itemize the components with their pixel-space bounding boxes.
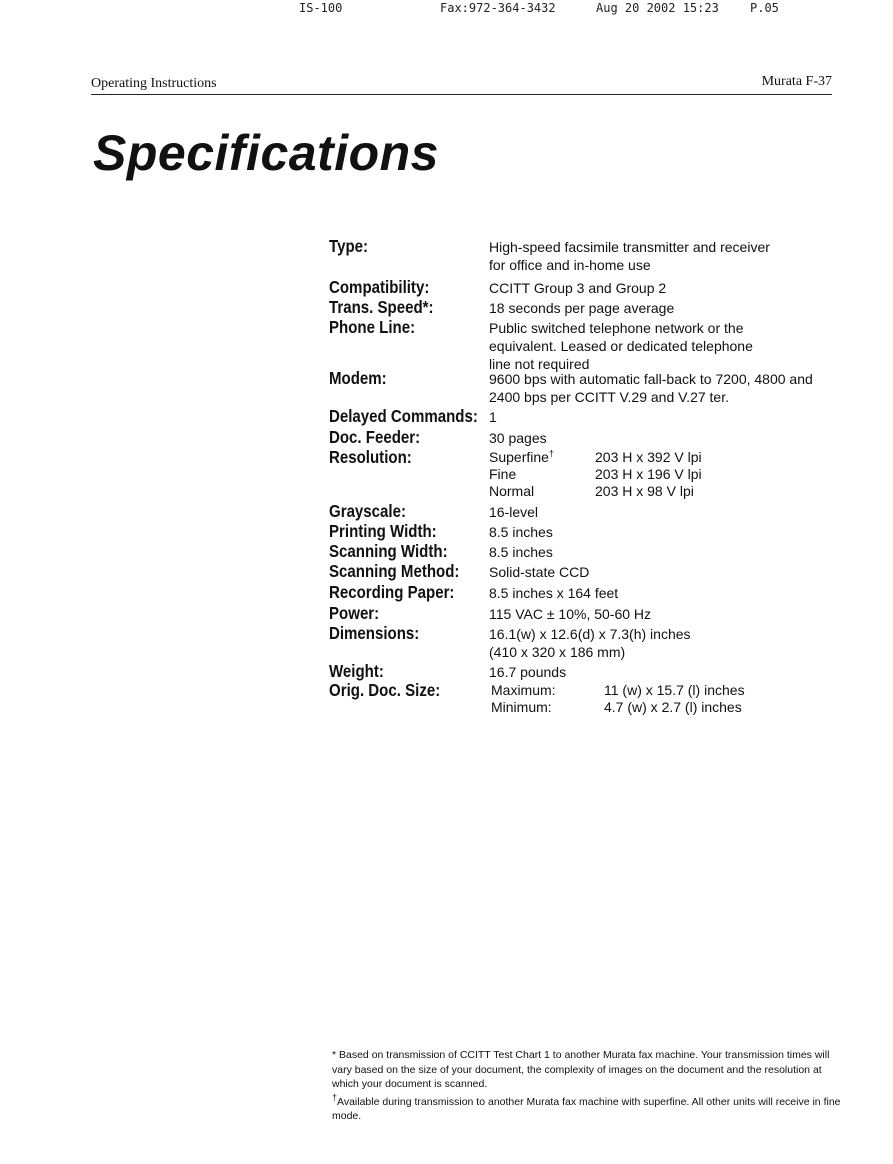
spec-row-recording-paper (329, 582, 859, 603)
spec-value-line: 16-level (489, 504, 539, 520)
spec-value (489, 680, 859, 718)
doc-size-label: Maximum: (491, 682, 556, 698)
spec-row-scanning-method (329, 561, 859, 582)
spec-value (489, 561, 859, 582)
fax-sender-id: IS-100 (299, 1, 343, 15)
spec-value-line: 30 pages (489, 430, 547, 446)
spec-value (489, 297, 859, 317)
spec-value (489, 661, 859, 680)
spec-value (489, 623, 859, 661)
spec-value-line: 16.7 pounds (489, 664, 567, 680)
footnotes (332, 1048, 847, 1127)
spec-row-weight (329, 661, 859, 680)
spec-row-orig-doc-size (329, 680, 859, 718)
running-header-left: Operating Instructions (91, 76, 217, 91)
spec-value-line: 8.5 inches x 164 feet (489, 585, 619, 601)
spec-value-line: 18 seconds per page average (489, 300, 675, 316)
running-header (91, 74, 832, 95)
dagger-mark: † (548, 448, 554, 459)
spec-value-line: 8.5 inches (489, 524, 553, 540)
doc-size-label: Minimum: (491, 699, 552, 715)
spec-table (329, 236, 859, 718)
spec-row-compatibility (329, 277, 859, 297)
spec-value (489, 541, 859, 561)
spec-value-line: 16.1(w) x 12.6(d) x 7.3(h) inches (489, 626, 691, 642)
fax-page-number: P.05 (750, 1, 779, 15)
spec-value (489, 368, 859, 406)
spec-value-line: 1 (489, 409, 497, 425)
spec-value-line: equivalent. Leased or dedicated telephone (489, 338, 753, 354)
spec-value-line: for office and in-home use (489, 257, 651, 273)
spec-row-trans-speed (329, 297, 859, 317)
resolution-mode-name (489, 449, 595, 466)
resolution-mode (489, 449, 859, 466)
spec-value-line: 2400 bps per CCITT V.29 and V.27 ter. (489, 389, 729, 405)
spec-row-grayscale (329, 501, 859, 521)
spec-value (489, 603, 859, 623)
spec-value-line: High-speed facsimile transmitter and receiver (489, 239, 770, 255)
spec-value-line: Solid-state CCD (489, 564, 590, 580)
spec-value (489, 501, 859, 521)
doc-size-entry (491, 682, 859, 699)
spec-label: Compatibility: (329, 277, 430, 297)
spec-row-printing-width (329, 521, 859, 541)
spec-label: Scanning Method: (329, 561, 460, 581)
spec-label: Resolution: (329, 447, 412, 467)
fax-transmission-header (0, 0, 893, 18)
spec-value (489, 277, 859, 297)
footnote-dagger-text: Available during transmission to another Murata fax machine with superfine. All other units will receive in fine mode. (332, 1095, 841, 1122)
spec-label: Orig. Doc. Size: (329, 680, 441, 700)
doc-size-value: 4.7 (w) x 2.7 (l) inches (604, 699, 742, 715)
resolution-mode-label: Fine (489, 466, 517, 482)
page-title: Specifications (93, 125, 439, 181)
doc-size-value: 11 (w) x 15.7 (l) inches (604, 682, 745, 698)
resolution-mode-label: Normal (489, 483, 535, 499)
footnote-asterisk: * Based on transmission of CCITT Test Chart 1 to another Murata fax machine. Your transmission times will vary based on the size of your document, the complexity of images on the document and the resolution at which your document is scanned. (332, 1049, 830, 1090)
resolution-mode-value: 203 H x 98 V lpi (595, 483, 694, 499)
spec-value (489, 582, 859, 603)
spec-value-line: CCITT Group 3 and Group 2 (489, 280, 667, 296)
resolution-mode (489, 466, 859, 483)
spec-label: Type: (329, 236, 369, 256)
spec-label: Grayscale: (329, 501, 406, 521)
spec-label: Recording Paper: (329, 582, 455, 602)
spec-label: Dimensions: (329, 623, 420, 643)
resolution-mode-value: 203 H x 392 V lpi (595, 449, 702, 465)
spec-value (489, 447, 859, 501)
spec-label: Trans. Speed*: (329, 297, 434, 317)
spec-label: Phone Line: (329, 317, 416, 337)
resolution-mode (489, 483, 859, 500)
footnote-dagger (332, 1092, 847, 1124)
running-header-right: Murata F-37 (761, 74, 832, 89)
spec-value-line: 115 VAC ± 10%, 50-60 Hz (489, 606, 652, 622)
resolution-mode-value: 203 H x 196 V lpi (595, 466, 702, 482)
spec-row-doc-feeder (329, 427, 859, 447)
spec-label: Doc. Feeder: (329, 427, 421, 447)
spec-value-line: (410 x 320 x 186 mm) (489, 644, 626, 660)
spec-value (489, 521, 859, 541)
spec-row-modem (329, 368, 859, 406)
spec-row-phone-line (329, 317, 859, 372)
spec-label: Scanning Width: (329, 541, 448, 561)
spec-value (489, 317, 859, 372)
spec-row-resolution (329, 447, 859, 501)
dagger-mark: † (332, 1092, 338, 1102)
spec-value (489, 406, 859, 427)
spec-value-line: line not required (489, 356, 590, 372)
spec-label: Delayed Commands: (329, 406, 478, 426)
spec-value (489, 427, 859, 447)
spec-row-power (329, 603, 859, 623)
spec-row-scanning-width (329, 541, 859, 561)
doc-size-entry (491, 699, 859, 716)
spec-row-delayed-commands (329, 406, 859, 427)
spec-label: Printing Width: (329, 521, 437, 541)
spec-label: Power: (329, 603, 380, 623)
spec-value-line: Public switched telephone network or the (489, 320, 744, 336)
spec-label: Weight: (329, 661, 384, 681)
spec-row-dimensions (329, 623, 859, 661)
resolution-mode-label: Superfine (489, 449, 549, 465)
spec-label: Modem: (329, 368, 387, 388)
fax-number: Fax:972-364-3432 (440, 1, 556, 15)
spec-value-line: 9600 bps with automatic fall-back to 7200, 4800 and (489, 371, 813, 387)
fax-date: Aug 20 2002 15:23 (596, 1, 719, 15)
spec-value (489, 236, 859, 277)
spec-row-type (329, 236, 859, 277)
spec-value-line: 8.5 inches (489, 544, 553, 560)
